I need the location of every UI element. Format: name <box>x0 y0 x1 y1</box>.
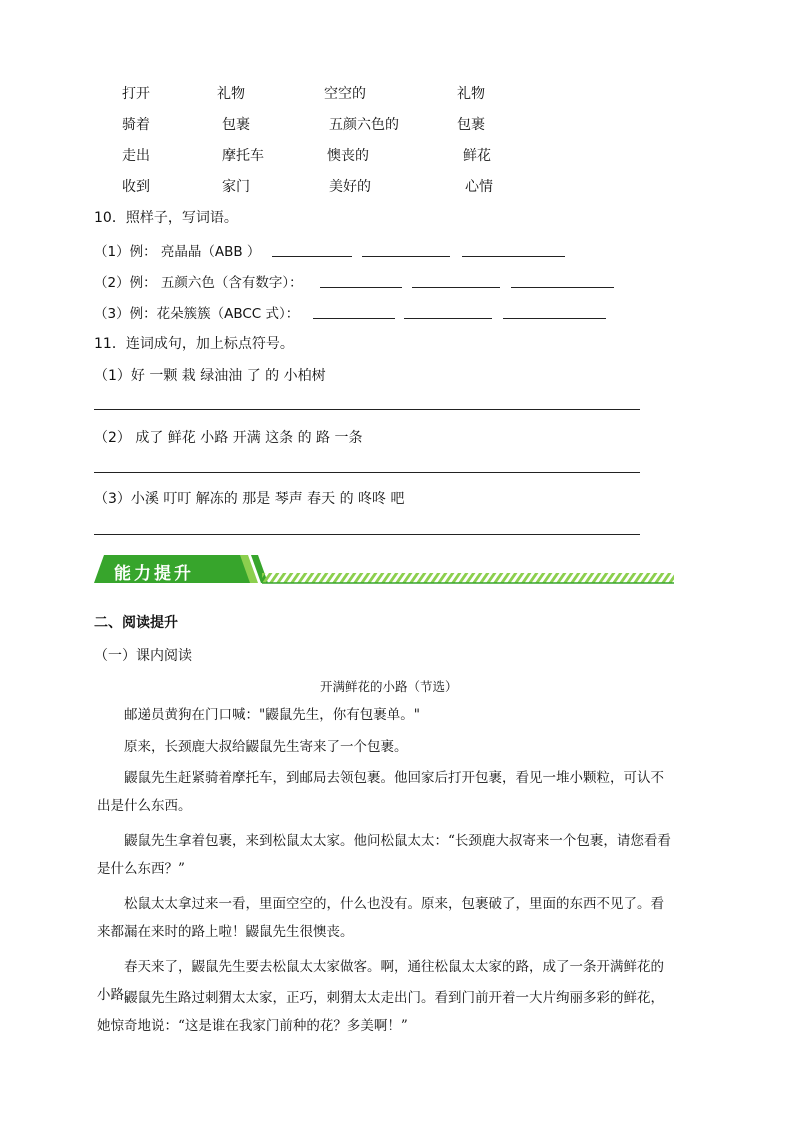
answer-line[interactable] <box>94 472 640 473</box>
section-subheading: （一）课内阅读 <box>94 648 192 664</box>
passage-paragraph: 鼹鼠先生路过刺猬太太家，正巧，刺猬太太走出门。看到门前开着一大片绚丽多彩的鲜花，她惊奇地说：“这是谁在我家门前种的花？多美啊！” <box>97 990 664 1034</box>
word-cell: 家门 <box>222 179 250 195</box>
passage-paragraph: 鼹鼠先生赶紧骑着摩托车，到邮局去领包裹。他回家后打开包裹，看见一堆小颗粒，可认不出是什么东西。 <box>97 770 664 814</box>
answer-line[interactable] <box>94 534 640 535</box>
passage-paragraph: 邮递员黄狗在门口喊："鼹鼠先生，你有包裹单。" <box>124 707 420 723</box>
word-cell: 骑着 <box>122 117 150 133</box>
question-item: （2）例： 五颜六色（含有数字）： <box>94 275 303 291</box>
word-cell: 心情 <box>465 179 493 195</box>
word-cell: 走出 <box>122 148 150 164</box>
word-cell: 包裹 <box>457 117 485 133</box>
word-cell: 懊丧的 <box>327 148 369 164</box>
word-cell: 打开 <box>122 86 150 102</box>
question-item: （3）小溪 叮叮 解冻的 那是 琴声 春天 的 咚咚 吧 <box>94 491 405 507</box>
answer-blank[interactable] <box>404 318 492 319</box>
answer-blank[interactable] <box>320 287 402 288</box>
word-cell: 礼物 <box>217 86 245 102</box>
section-banner <box>94 553 684 589</box>
question-item: （1）好 一颗 栽 绿油油 了 的 小柏树 <box>94 368 326 384</box>
answer-blank[interactable] <box>503 318 606 319</box>
passage-paragraph: 松鼠太太拿过来一看，里面空空的，什么也没有。原来，包裹破了，里面的东西不见了。看来都漏在来时的路上啦！鼹鼠先生很懊丧。 <box>97 896 664 940</box>
passage-paragraph: 春天来了，鼹鼠先生要去松鼠太太家做客。啊，通往松鼠太太家的路，成了一条开满鲜花的小路。 <box>97 959 664 1003</box>
answer-blank[interactable] <box>511 287 614 288</box>
passage-title: 开满鲜花的小路（节选） <box>320 679 458 694</box>
passage-paragraph: 鼹鼠先生拿着包裹，来到松鼠太太家。他问松鼠太太：“长颈鹿大叔寄来一个包裹，请您看看是什么东西？” <box>97 833 671 877</box>
word-cell: 礼物 <box>457 86 485 102</box>
question-title: 11．连词成句，加上标点符号。 <box>94 336 294 352</box>
answer-blank[interactable] <box>272 256 352 257</box>
answer-blank[interactable] <box>362 256 450 257</box>
passage-paragraph: 原来，长颈鹿大叔给鼹鼠先生寄来了一个包裹。 <box>124 739 408 755</box>
word-cell: 摩托车 <box>222 148 264 164</box>
word-cell: 空空的 <box>324 86 366 102</box>
word-cell: 包裹 <box>222 117 250 133</box>
answer-line[interactable] <box>94 409 640 410</box>
question-item: （3）例：花朵簇簇（ABCC 式）： <box>94 306 300 322</box>
section-heading: 二、阅读提升 <box>94 615 178 631</box>
word-cell: 收到 <box>122 179 150 195</box>
word-cell: 鲜花 <box>463 148 491 164</box>
question-item: （2） 成了 鲜花 小路 开满 这条 的 路 一条 <box>94 430 363 446</box>
answer-blank[interactable] <box>313 318 395 319</box>
word-cell: 美好的 <box>329 179 371 195</box>
question-item: （1）例： 亮晶晶（ABB ） <box>94 244 261 260</box>
answer-blank[interactable] <box>462 256 565 257</box>
word-cell: 五颜六色的 <box>329 117 399 133</box>
answer-blank[interactable] <box>412 287 500 288</box>
question-title: 10．照样子，写词语。 <box>94 210 238 226</box>
banner-label: 能力提升 <box>114 564 194 584</box>
